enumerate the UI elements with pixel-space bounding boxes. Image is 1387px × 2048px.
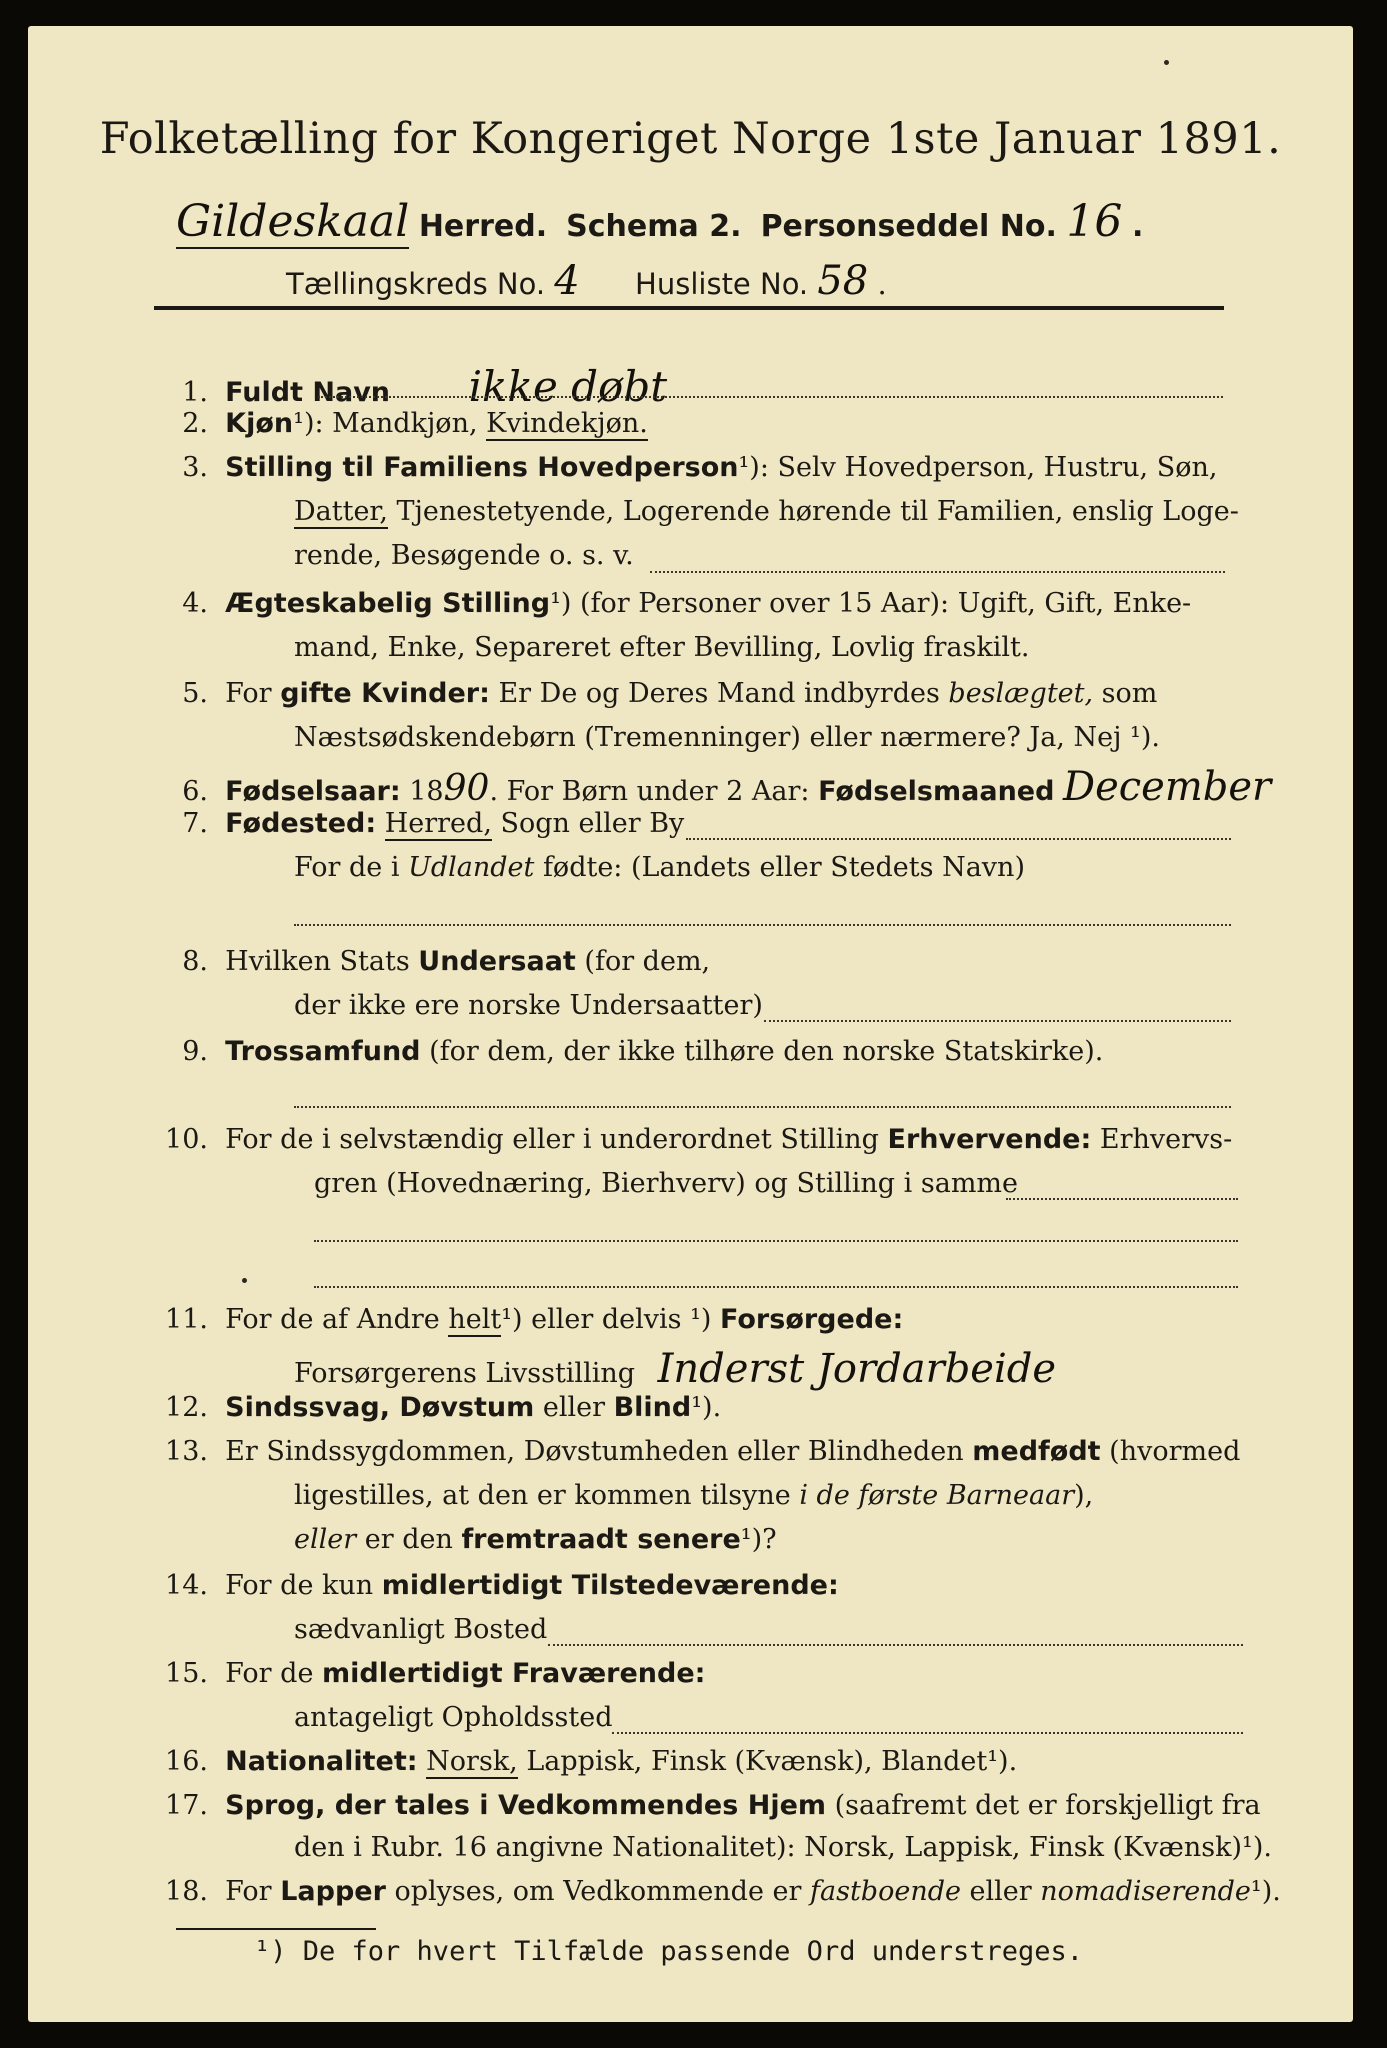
item-3-line-3: rende, Besøgende o. s. v. — [294, 540, 634, 571]
item-10-blank-line-2 — [314, 1286, 1238, 1288]
occupation-label: Erhvervende: — [887, 1124, 1092, 1155]
item-8: 8. Hvilken Stats Undersaat (for dem, — [182, 946, 711, 977]
item-10: 10. For de i selvstændig eller i underordnet Stilling Erhvervende: Erhvervs- — [165, 1124, 1233, 1155]
item-13-line-2: ligestilles, at den er kommen tilsyne i de første Barneaar), — [294, 1480, 1094, 1511]
header-herred-line: Gildeskaal Herred. Schema 2. Personseddel No. 16 . — [176, 196, 1144, 247]
item-14: 14. For de kun midlertidigt Tilstedeværende: — [165, 1570, 839, 1601]
footnote: ¹) De for hvert Tilfælde passende Ord understreges. — [254, 1936, 1084, 1967]
item-2: 2. Kjøn¹): Mandkjøn, Kvindekjøn. — [182, 408, 648, 439]
item-14-line-2: sædvanligt Bosted — [294, 1614, 548, 1645]
item-11: 11. For de af Andre helt¹) eller delvis ¹) Forsørgede: — [165, 1304, 904, 1335]
birth-year-value: 90 — [443, 768, 490, 809]
birth-year-label: Fødselsaar: — [225, 776, 401, 807]
birth-month-value: December — [1063, 764, 1272, 810]
husliste-label: Husliste No. — [635, 267, 809, 301]
item-6: 6. Fødselsaar: 1890. For Børn under 2 Aar: Fødselsmaaned December — [182, 764, 1272, 810]
item-17-line-2: den i Rubr. 16 angivne Nationalitet): Norsk, Lappisk, Finsk (Kvænsk)¹). — [294, 1832, 1272, 1863]
item-7: 7. Fødested: Herred, Sogn eller By — [182, 808, 685, 839]
item-1: 1. Fuldt Navn ikke døbt — [182, 362, 668, 411]
item-9-blank-line — [294, 1106, 1231, 1108]
item-15: 15. For de midlertidigt Fraværende: — [165, 1658, 706, 1689]
marital-status-label: Ægteskabelig Stilling — [225, 588, 551, 619]
item-9: 9. Trossamfund (for dem, der ikke tilhøre den norske Statskirke). — [182, 1036, 1104, 1067]
item-8-line-2: der ikke ere norske Undersaatter) — [294, 990, 763, 1021]
item-12: 12. Sindssvag, Døvstum eller Blind¹). — [165, 1392, 722, 1423]
item-5: 5. For gifte Kvinder: Er De og Deres Mand indbyrdes beslægtet, som — [182, 678, 1158, 709]
paper-speck — [242, 1278, 247, 1283]
item-3: 3. Stilling til Familiens Hovedperson¹): Selv Hovedperson, Hustru, Søn, — [182, 452, 1218, 483]
header-kreds-line: Tællingskreds No. 4 Husliste No. 58 . — [286, 258, 887, 304]
item-7-dots — [686, 838, 1231, 840]
item-11-line-2: Forsørgerens Livsstilling Inderst Jordarbeide — [294, 1346, 1057, 1392]
supported-helt-answer: helt — [448, 1304, 502, 1335]
birth-month-label: Fødselsmaaned — [818, 776, 1055, 807]
item-4: 4. Ægteskabelig Stilling¹) (for Personer over 15 Aar): Ugift, Gift, Enke- — [182, 588, 1192, 619]
religion-label: Trossamfund — [225, 1036, 421, 1067]
husliste-number: 58 — [817, 258, 869, 304]
nationality-answer: Norsk, — [426, 1746, 518, 1777]
kreds-number: 4 — [554, 258, 580, 304]
sex-label: Kjøn — [225, 408, 294, 439]
item-3-dots — [650, 571, 1225, 573]
item-15-dots — [612, 1732, 1243, 1734]
birthplace-label: Fødested: — [225, 808, 377, 839]
item-13-line-3: eller er den fremtraadt senere¹)? — [294, 1524, 777, 1555]
family-position-answer: Datter, — [294, 496, 388, 527]
full-name-line — [318, 396, 1223, 398]
personseddel-label: Personseddel No. — [760, 209, 1057, 244]
citizenship-label: Undersaat — [418, 946, 576, 977]
personseddel-number: 16 — [1066, 196, 1123, 247]
item-5-line-2: Næstsødskendebørn (Tremenninger) eller nærmere? Ja, Nej ¹). — [294, 722, 1160, 753]
footnote-rule — [176, 1928, 376, 1930]
item-10-blank-line-1 — [314, 1240, 1238, 1242]
item-10-line-2: gren (Hovednæring, Bierhverv) og Stilling i samme — [314, 1168, 1019, 1199]
item-8-dots — [764, 1020, 1231, 1022]
item-7-blank-line — [294, 924, 1231, 926]
birthplace-answer: Herred, — [384, 808, 492, 839]
family-position-label: Stilling til Familiens Hovedperson — [225, 452, 739, 483]
item-3-line-2: Datter, Tjenestetyende, Logerende hørende til Familien, enslig Loge- — [294, 496, 1239, 527]
item-17: 17. Sprog, der tales i Vedkommendes Hjem (saafremt det er forskjelligt fra — [165, 1790, 1261, 1821]
census-form-sheet — [28, 26, 1353, 2022]
full-name-value: ikke døbt — [468, 362, 668, 411]
item-18: 18. For Lapper oplyses, om Vedkommende er fastboende eller nomadiserende¹). — [165, 1876, 1281, 1907]
item-7-line-2: For de i Udlandet fødte: (Landets eller Stedets Navn) — [294, 852, 1025, 883]
item-4-line-2: mand, Enke, Separeret efter Bevilling, Lovlig fraskilt. — [294, 632, 1030, 663]
item-10-dots — [1006, 1198, 1238, 1200]
form-title: Folketælling for Kongeriget Norge 1ste Januar 1891. — [99, 114, 1282, 164]
header-rule — [154, 306, 1224, 310]
supporter-occupation-value: Inderst Jordarbeide — [657, 1346, 1057, 1392]
supported-label: Forsørgede: — [720, 1304, 904, 1335]
sex-answer: Kvindekjøn. — [486, 408, 648, 439]
item-16: 16. Nationalitet: Norsk, Lappisk, Finsk (Kvænsk), Blandet¹). — [165, 1746, 1018, 1777]
schema-label: Schema 2. — [566, 209, 742, 244]
item-14-dots — [548, 1644, 1243, 1646]
paper-speck — [1164, 60, 1169, 65]
herred-handwritten: Gildeskaal — [176, 196, 410, 247]
item-15-line-2: antageligt Opholdssted — [294, 1702, 613, 1733]
full-name-label: Fuldt Navn — [225, 377, 391, 408]
kreds-label: Tællingskreds No. — [286, 267, 546, 301]
married-women-label: gifte Kvinder: — [280, 678, 490, 709]
item-13: 13. Er Sindssygdommen, Døvstumheden eller Blindheden medfødt (hvormed — [165, 1436, 1241, 1467]
herred-label: Herred. — [418, 209, 548, 244]
